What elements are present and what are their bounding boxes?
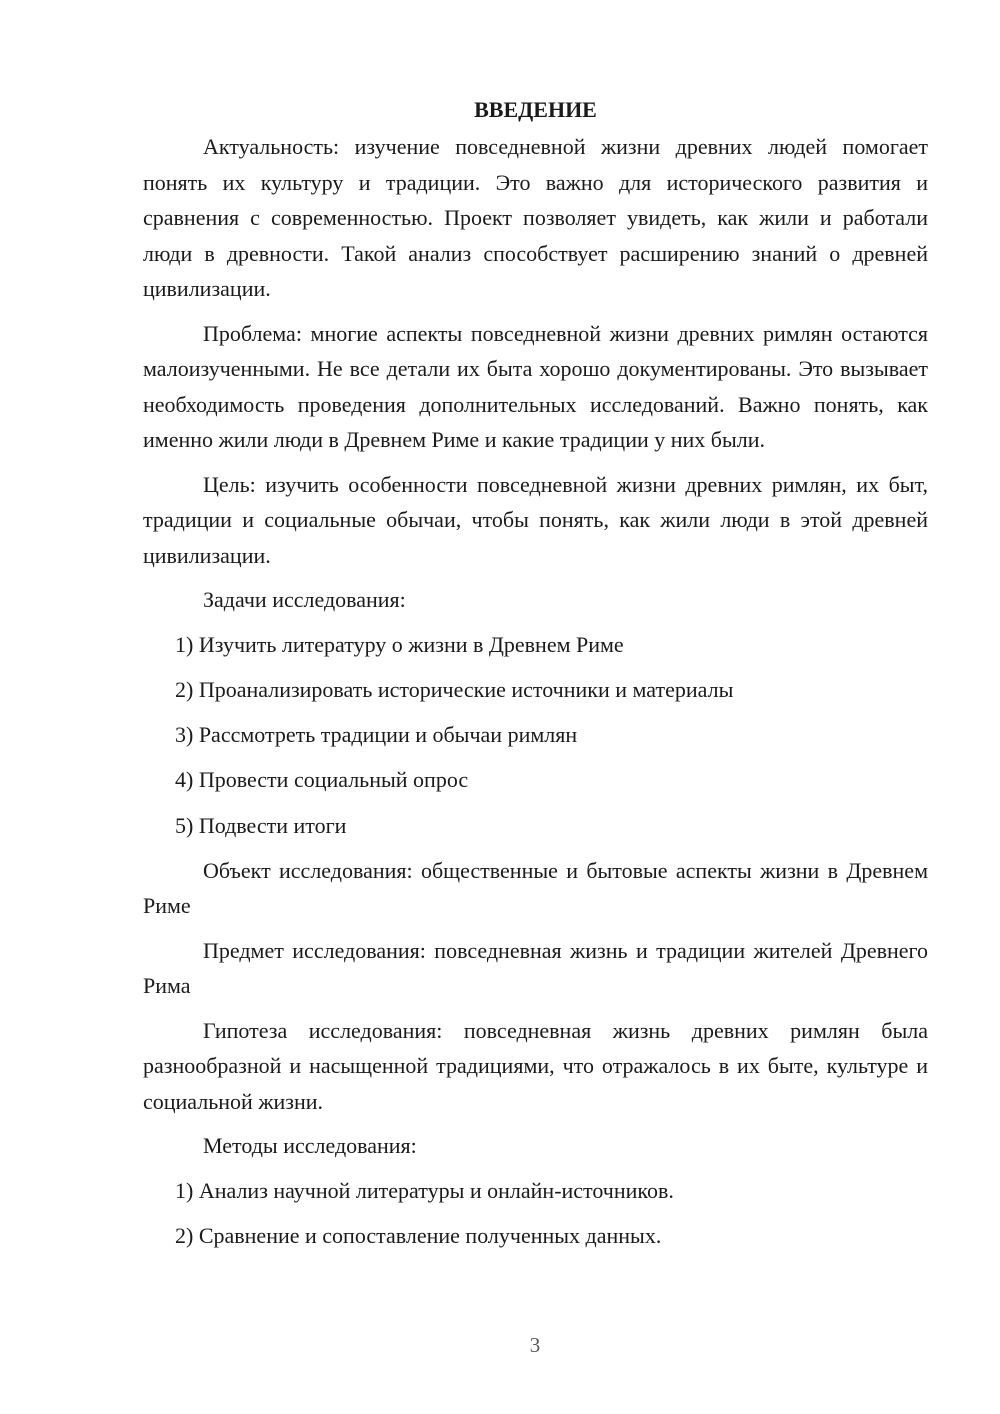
tasks-heading: Задачи исследования:	[203, 587, 406, 612]
problem-paragraph: Проблема: многие аспекты повседневной жизни древних римлян остаются малоизученными. Не все детали их быта хорошо документированы. Это вызывает необходимость проведения дополнительных исследований. Важно понять, как именно жили люди в Древнем Риме и какие традиции у них были.	[143, 320, 928, 452]
document-page	[143, 92, 928, 1264]
task-item: 5) Подвести итоги	[175, 812, 347, 838]
task-item: 2) Проанализировать исторические источники и материалы	[175, 676, 734, 702]
task-item: 3) Рассмотреть традиции и обычаи римлян	[175, 722, 578, 748]
methods-list	[143, 1173, 928, 1254]
subject-paragraph: Предмет исследования: повседневная жизнь и традиции жителей Древнего Рима	[143, 937, 928, 999]
methods-heading: Методы исследования:	[203, 1133, 417, 1159]
goal-paragraph: Цель: изучить особенности повседневной жизни древних римлян, их быт, традиции и социальные обычаи, чтобы понять, как жили люди в этой древней цивилизации.	[143, 471, 928, 568]
method-item: 1) Анализ научной литературы и онлайн-источников.	[175, 1177, 674, 1203]
relevance-paragraph: Актуальность: изучение повседневной жизни древних людей помогает понять их культуру и традиции. Это важно для исторического развития и сравнения с современностью. Проект позволяет увидеть, как жили и работали люди в древности. Такой анализ способствует расширению знаний о древней цивилизации.	[143, 134, 928, 301]
object-paragraph: Объект исследования: общественные и бытовые аспекты жизни в Древнем Риме	[143, 857, 928, 919]
section-title: ВВЕДЕНИЕ	[474, 97, 597, 122]
task-item: 4) Провести социальный опрос	[175, 767, 469, 793]
hypothesis-paragraph: Гипотеза исследования: повседневная жизнь древних римлян была разнообразной и насыщенной традициями, что отражалось в их быте, культуре и социальной жизни.	[143, 1017, 928, 1114]
task-item: 1) Изучить литературу о жизни в Древнем Риме	[175, 631, 624, 657]
tasks-list	[143, 627, 928, 844]
method-item: 2) Сравнение и сопоставление полученных данных.	[175, 1223, 662, 1249]
page-number: 3	[529, 1333, 541, 1357]
